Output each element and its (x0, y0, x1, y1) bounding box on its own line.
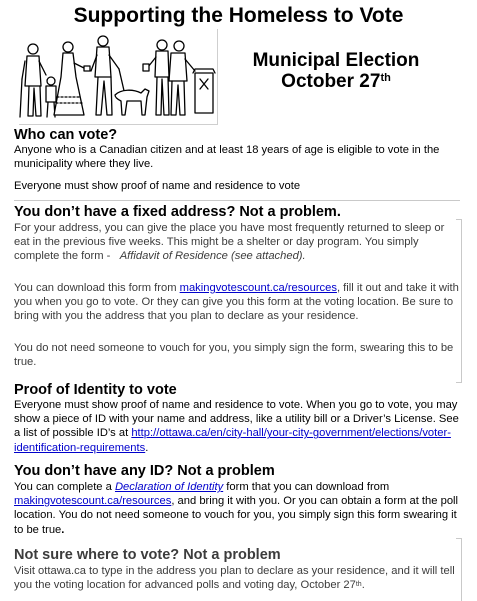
margin-bracket-2 (456, 538, 462, 601)
no-id-text: You can complete a Declaration of Identity form that you can download from makingvotescount.ca/resources, and bring it with you. Or you can obtain a form at the poll location. You do not need someone to vouch for you, you simply sign this form swearing it to be true. (14, 481, 459, 536)
declaration-of-identity-link[interactable]: Declaration of Identity (114, 481, 224, 493)
resources-link-2[interactable]: makingvotescount.ca/resources (14, 495, 172, 508)
who-can-vote-text: Anyone who is a Canadian citizen and at least 18 years of age is eligible to vote in the municipality where they live. (14, 144, 440, 171)
where-to-vote-text: Visit ottawa.ca to type in the address you plan to declare as your residence, and it will tell you the voting location for advanced polls and voting day, October 27th. (14, 565, 455, 592)
page-title: Supporting the Homeless to Vote (73, 4, 404, 27)
margin-bracket (456, 219, 462, 383)
proof-of-identity-heading: Proof of Identity to vote (14, 382, 177, 398)
voter-id-requirements-link[interactable]: http://ottawa.ca/en/city-hall/your-city-government/elections/voter-identification-requirements (14, 427, 451, 454)
woman-voter-icon (54, 42, 90, 115)
voters-illustration (19, 29, 218, 125)
proof-of-identity-text: Everyone must show proof of name and residence to vote. When you go to vote, you may show a piece of ID with your name and address, like a utility bill or a Driver’s License. See a list of possible ID’s at http://ottawa.ca/en/city-hall/your-city-government/elections/voter-identification-requirements. (14, 399, 459, 454)
blind-voter-with-dog-icon (91, 36, 149, 115)
section-divider (14, 200, 460, 201)
voter-at-ballot-box-icon (169, 41, 215, 115)
election-heading (236, 50, 436, 92)
fixed-address-paragraph-3: You do not need someone to vouch for you, you simply sign the form, swearing this to be true. (14, 342, 454, 369)
proof-statement: Everyone must show proof of name and residence to vote (14, 180, 301, 192)
election-line-1: Municipal Election (252, 50, 420, 71)
resources-link[interactable]: makingvotescount.ca/resources (179, 282, 337, 294)
fixed-address-heading: You don’t have a fixed address? Not a problem. (14, 204, 341, 220)
where-to-vote-heading: Not sure where to vote? Not a problem (14, 547, 281, 563)
election-date: October 27th (281, 71, 391, 92)
who-can-vote-heading: Who can vote? (14, 127, 118, 143)
voter-with-cane-icon (20, 44, 46, 117)
fixed-address-paragraph-2: You can download this form from makingvotescount.ca/resources, fill it out and take it with you when you go to vote. Or they can give you this form at the voting location. Be sure to bring with you the address that you plan to declare as your residence. (14, 282, 459, 323)
no-id-heading: You don’t have any ID? Not a problem (14, 463, 275, 479)
affidavit-form-name: Affidavit of Residence (see attached). (119, 250, 306, 263)
fixed-address-paragraph-1: For your address, you can give the place you have most frequently returned to sleep or eat in the previous five weeks. This might be a shelter or day program. You simply complete the form - Affidavit of Residence (see attached). (14, 222, 445, 263)
